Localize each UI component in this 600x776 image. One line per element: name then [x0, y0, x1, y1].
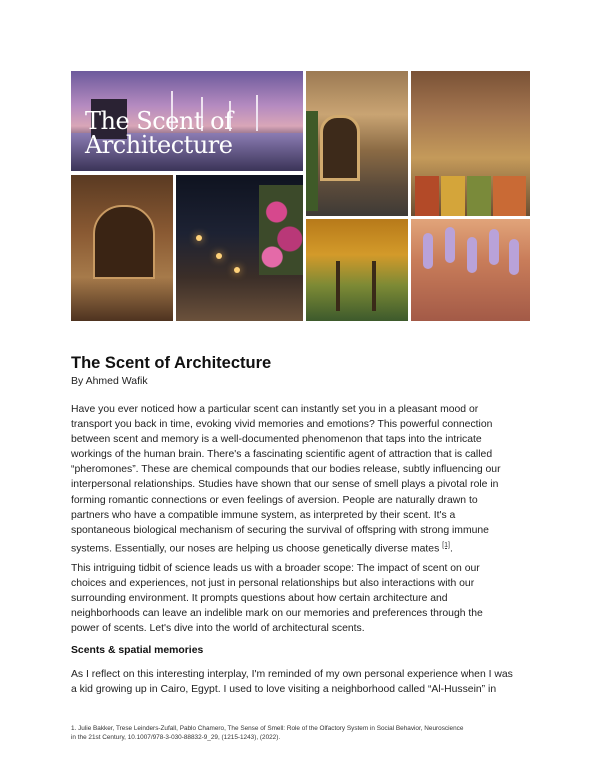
ivy-building-street-photo: [306, 71, 408, 216]
footnote-line: 1. Julie Bakker, Trese Leinders-Zufall, Pablo Chamero, The Sense of Smell: Role of the Olfactory System in Social Behavior, Neuroscience: [71, 725, 464, 732]
paragraph-line: interpersonal relationships. Studies have shown that our sense of smell plays a pivotal role in: [71, 479, 499, 491]
paragraph-line: Have you ever noticed how a particular scent can instantly set you in a pleasant mood or: [71, 404, 479, 415]
author-byline: By Ahmed Wafik: [71, 375, 148, 387]
body-paragraph-1: [71, 402, 541, 556]
paragraph-line: power of scents. Let's dive into the world of architectural scents.: [71, 623, 365, 635]
harbor-sunset-photo: [71, 71, 303, 171]
wisteria-photo: [411, 219, 530, 321]
document-title: The Scent of Architecture: [71, 354, 272, 372]
paragraph-line: “pheromones”. These are chemical compounds that our bodies release, subtly influencing our: [71, 464, 501, 476]
paragraph-line: neighborhoods can leave an indelible mark on our memories and preferences through the: [71, 608, 483, 620]
paragraph-line: As I reflect on this interesting interplay, I'm reminded of my own personal experience when I was: [71, 669, 513, 680]
body-paragraph-3: [71, 667, 541, 697]
paragraph-line: This intriguing tidbit of science leads us with a broader scope: The impact of scent on our: [71, 563, 480, 574]
paragraph-line: choices and experiences, not just in personal relationships but also interactions with our: [71, 578, 475, 590]
footnote: [71, 724, 541, 742]
paragraph-line: forming romantic connections or even feelings of aversion. People are naturally drawn to: [71, 494, 478, 506]
photo-collage: [71, 71, 530, 321]
body-paragraph-2: [71, 561, 541, 636]
paragraph-line: surrounding environment. It prompts questions about how certain architecture and: [71, 593, 448, 605]
section-subheading: Scents & spatial memories: [71, 645, 204, 656]
paragraph-end-punct: .: [449, 543, 453, 555]
night-street-photo: [176, 175, 303, 321]
paragraph-line: partners who have a compatible immune system, as interpreted by their scent. It's a: [71, 509, 456, 521]
spice-shop-photo: [411, 71, 530, 216]
paragraph-line: spontaneous biological mechanism of securing the survival of offspring with strong immune: [71, 524, 489, 536]
paragraph-line: transport you back in time, evoking vivid memories and emotions? This powerful connection: [71, 419, 493, 431]
citation-link[interactable]: [1]: [442, 541, 450, 549]
paragraph-line: between scent and memory is a well-documented phenomenon that taps into the intricate: [71, 434, 482, 446]
footnote-line: in the 21st Century, 10.1007/978-3-030-88832-9_29, (1215-1243), (2022).: [71, 734, 281, 741]
wooden-interior-photo: [71, 175, 173, 321]
autumn-park-photo: [306, 219, 408, 321]
paragraph-line-last: [71, 538, 541, 557]
collage-title-overlay: The Scent of Architecture: [85, 107, 233, 159]
paragraph-line: a kid growing up in Cairo, Egypt. I used to love visiting a neighborhood called “Al-Hussein” in: [71, 684, 497, 696]
paragraph-line-text: systems. Essentially, our noses are helping us choose genetically diverse mates: [71, 543, 440, 555]
paragraph-line: workings of the human brain. There's a fascinating scientific agent of attraction that is called: [71, 449, 493, 461]
